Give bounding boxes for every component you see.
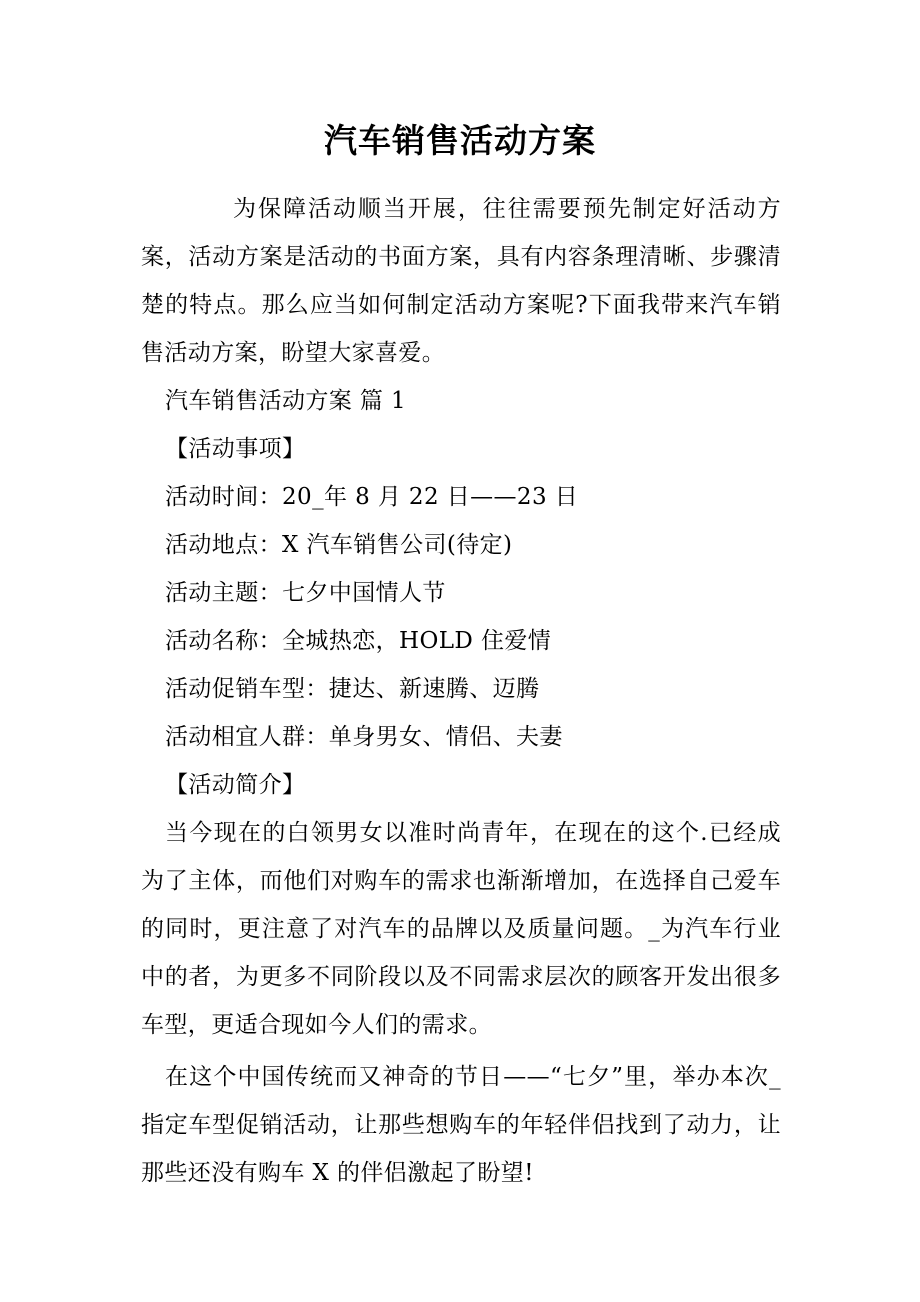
item-location: 活动地点：X 汽车销售公司(待定): [165, 532, 513, 558]
brief-paragraph-2: 在这个中国传统而又神奇的节日——“七夕”里，举办本次_指定车型促销活动，让那些想购车的年轻伴侣找到了动力，让那些还没有购车 X 的伴侣激起了盼望!: [141, 1064, 781, 1186]
document-body: [141, 185, 781, 1197]
document-title: 汽车销售活动方案: [324, 121, 596, 160]
item-models: 活动促销车型：捷达、新速腾、迈腾: [165, 676, 540, 702]
intro-paragraph: 为保障活动顺当开展，往往需要预先制定好活动方案，活动方案是活动的书面方案，具有内容条理清晰、步骤清楚的特点。那么应当如何制定活动方案呢?下面我带来汽车销售活动方案，盼望大家喜爱。: [141, 196, 781, 366]
items-heading: 【活动事项】: [165, 436, 306, 462]
brief-heading: 【活动简介】: [165, 772, 306, 798]
item-audience: 活动相宜人群：单身男女、情侣、夫妻: [165, 724, 563, 750]
item-time: 活动时间：20_年 8 月 22 日——23 日: [165, 484, 579, 510]
item-name: 活动名称：全城热恋，HOLD 住爱情: [165, 628, 552, 654]
section-heading: 汽车销售活动方案 篇 1: [165, 388, 407, 414]
brief-paragraph-1: 当今现在的白领男女以准时尚青年，在现在的这个.已经成为了主体，而他们对购车的需求也渐渐增加，在选择自己爱车的同时，更注意了对汽车的品牌以及质量问题。_为汽车行业中的者，为更多不同阶段以及不同需求层次的顾客开发出很多车型，更适合现如今人们的需求。: [141, 820, 781, 1038]
item-theme: 活动主题：七夕中国情人节: [165, 580, 446, 606]
